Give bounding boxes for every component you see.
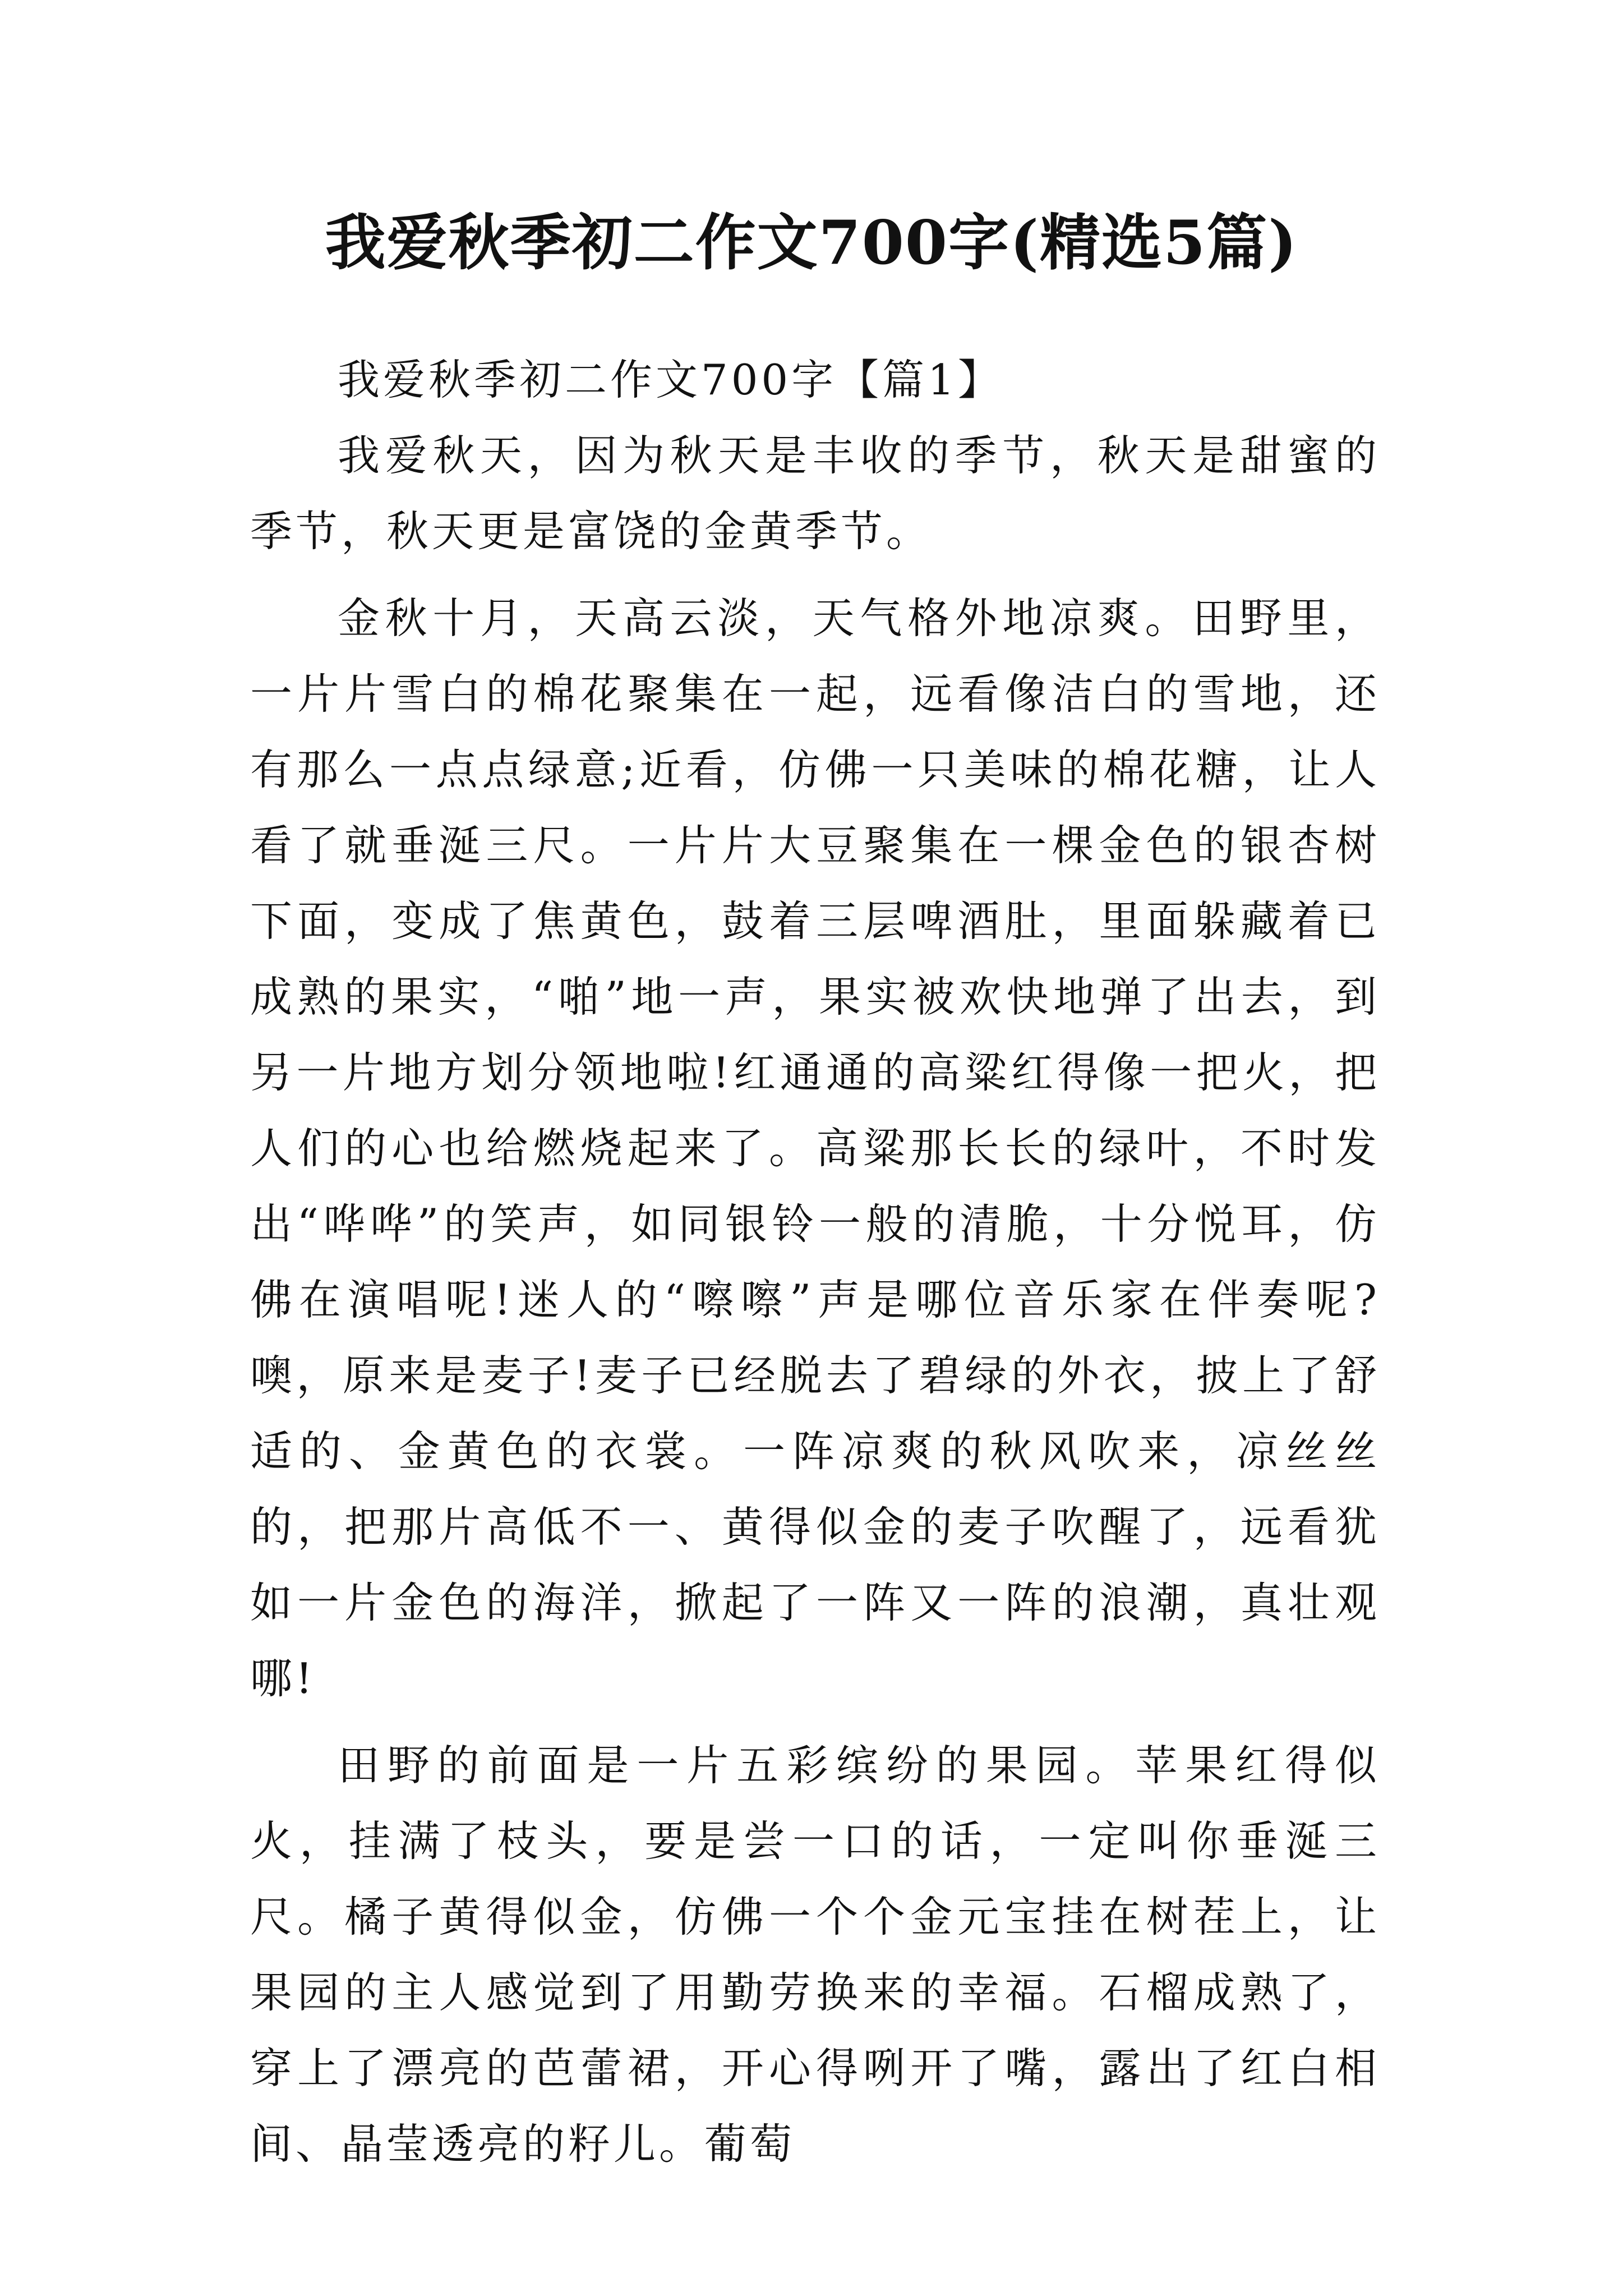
document-body [250, 342, 1380, 2182]
document-title: 我爱秋季初二作文700字(精选5篇) [325, 208, 1298, 278]
section-heading: 我爱秋季初二作文700字【篇1】 [338, 355, 1003, 404]
paragraph-3: 田野的前面是一片五彩缤纷的果园。苹果红得似火，挂满了枝头，要是尝一口的话，一定叫你垂涎三尺。橘子黄得似金，仿佛一个个金元宝挂在树茬上，让果园的主人感觉到了用勤劳换来的幸福。石榴成熟了，穿上了漂亮的芭蕾裙，开心得咧开了嘴，露出了红白相间、晶莹透亮的籽儿。葡萄 [250, 1741, 1380, 2169]
paragraph-1: 我爱秋天，因为秋天是丰收的季节，秋天是甜蜜的季节，秋天更是富饶的金黄季节。 [250, 431, 1380, 556]
paragraph-2: 金秋十月，天高云淡，天气格外地凉爽。田野里，一片片雪白的棉花聚集在一起，远看像洁白的雪地，还有那么一点点绿意;近看，仿佛一只美味的棉花糖，让人看了就垂涎三尺。一片片大豆聚集在一棵金色的银杏树下面，变成了焦黄色，鼓着三层啤酒肚，里面躲藏着已成熟的果实，“啪”地一声，果实被欢快地弹了出去，到另一片地方划分领地啦!红通通的高粱红得像一把火，把人们的心也给燃烧起来了。高粱那长长的绿叶，不时发出“哗哗”的笑声，如同银铃一般的清脆，十分悦耳，仿佛在演唱呢!迷人的“嚓嚓”声是哪位音乐家在伴奏呢?噢，原来是麦子!麦子已经脱去了碧绿的外衣，披上了舒适的、金黄色的衣裳。一阵凉爽的秋风吹来，凉丝丝的，把那片高低不一、黄得似金的麦子吹醒了，远看犹如一片金色的海洋，掀起了一阵又一阵的浪潮，真壮观哪! [250, 593, 1380, 1703]
